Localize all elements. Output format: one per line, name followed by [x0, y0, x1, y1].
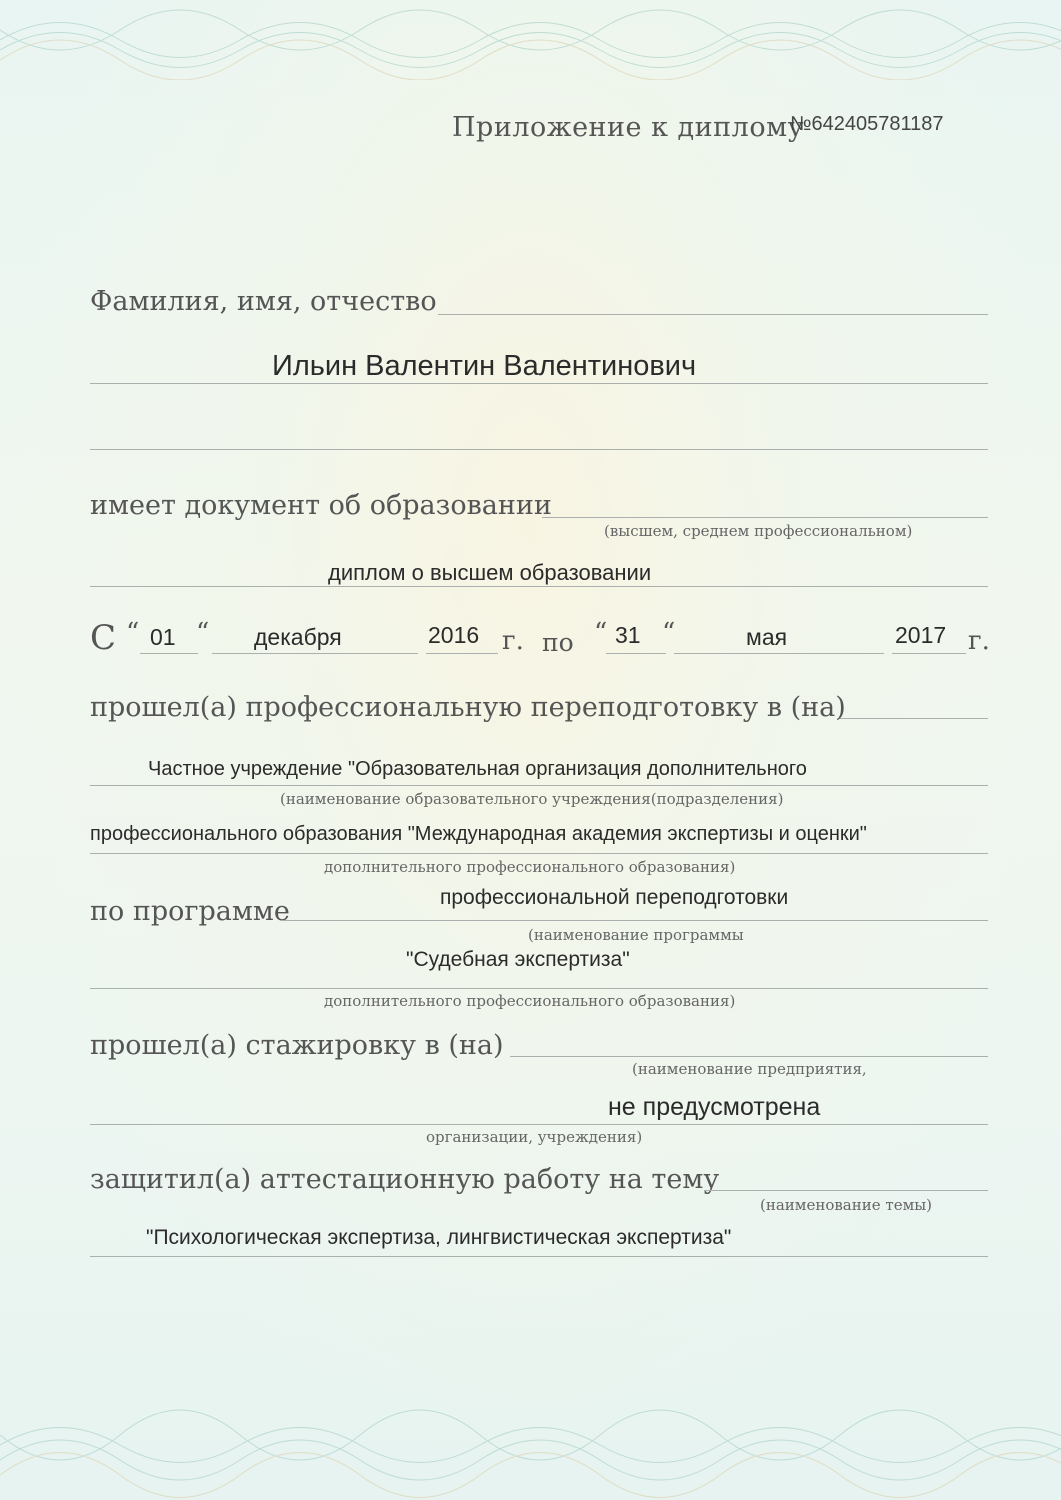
guilloche-top-ornament: [0, 0, 1061, 80]
period-end-close-quote: “: [662, 618, 676, 648]
thesis-label: защитил(а) аттестационную работу на тему: [90, 1164, 720, 1195]
period-end-year-rule: [892, 653, 966, 654]
retraining-hint1: (наименование образовательного учреждения(подразделения): [280, 790, 784, 808]
retraining-label: прошел(а) профессиональную переподготовку в (на): [90, 692, 846, 723]
education-rule-1: [542, 517, 988, 518]
program-hint2: дополнительного профессионального образования): [324, 992, 736, 1010]
education-hint: (высшем, среднем профессиональном): [604, 522, 913, 540]
guilloche-bottom-ornament: [0, 1405, 1061, 1500]
fio-value: Ильин Валентин Валентинович: [272, 350, 697, 382]
document-title: Приложение к диплому: [452, 112, 804, 143]
internship-value: не предусмотрена: [608, 1093, 821, 1121]
retraining-rule-2: [90, 853, 988, 854]
program-rule-1: [282, 920, 988, 921]
education-label: имеет документ об образовании: [90, 490, 552, 521]
fio-rule-1: [438, 314, 988, 315]
period-start-year-rule: [426, 653, 498, 654]
period-end-year: 2017: [895, 622, 947, 648]
internship-rule-2: [90, 1124, 988, 1125]
period-start-open-quote: “: [126, 618, 140, 648]
program-value-line2: "Судебная экспертиза": [406, 948, 630, 971]
education-rule-2: [90, 586, 988, 587]
program-label: по программе: [90, 896, 290, 927]
period-end-day-rule: [606, 653, 666, 654]
period-start-close-quote: “: [196, 618, 210, 648]
program-hint1: (наименование программы: [528, 926, 744, 944]
period-start-day: 01: [150, 624, 176, 650]
retraining-hint2: дополнительного профессионального образования): [324, 858, 736, 876]
period-end-month-rule: [674, 653, 884, 654]
retraining-institution-line1: Частное учреждение "Образовательная организация дополнительного: [148, 758, 807, 780]
retraining-rule-1: [90, 785, 988, 786]
fio-rule-3: [90, 449, 988, 450]
thesis-rule-1: [704, 1190, 988, 1191]
thesis-value: "Психологическая экспертиза, лингвистическая экспертиза": [146, 1226, 732, 1249]
period-end-month: мая: [746, 624, 788, 650]
period-end-open-quote: “: [594, 618, 608, 648]
retraining-institution-line2: профессионального образования "Международная академия экспертизы и оценки": [90, 823, 867, 845]
retraining-rule-0: [840, 718, 988, 719]
fio-rule-2: [90, 383, 988, 384]
internship-label: прошел(а) стажировку в (на): [90, 1030, 504, 1061]
fio-label: Фамилия, имя, отчество: [90, 286, 437, 317]
period-start-month-rule: [212, 653, 418, 654]
period-end-day: 31: [615, 622, 641, 648]
internship-rule-1: [510, 1056, 988, 1057]
education-value: диплом о высшем образовании: [328, 560, 652, 585]
internship-hint1: (наименование предприятия,: [632, 1060, 867, 1078]
program-rule-2: [90, 988, 988, 989]
thesis-hint: (наименование темы): [760, 1196, 933, 1214]
document-number: №642405781187: [790, 113, 944, 135]
period-start-month: декабря: [254, 624, 342, 650]
period-end-year-suffix: г.: [968, 626, 990, 656]
period-start-year-suffix: г.: [502, 626, 524, 656]
period-by: по: [542, 628, 574, 657]
period-start-day-rule: [140, 653, 198, 654]
thesis-rule-2: [90, 1256, 988, 1257]
period-prefix: С: [90, 618, 117, 658]
program-value-line1: профессиональной переподготовки: [440, 886, 789, 909]
period-start-year: 2016: [428, 622, 480, 648]
internship-hint2: организации, учреждения): [426, 1128, 643, 1146]
